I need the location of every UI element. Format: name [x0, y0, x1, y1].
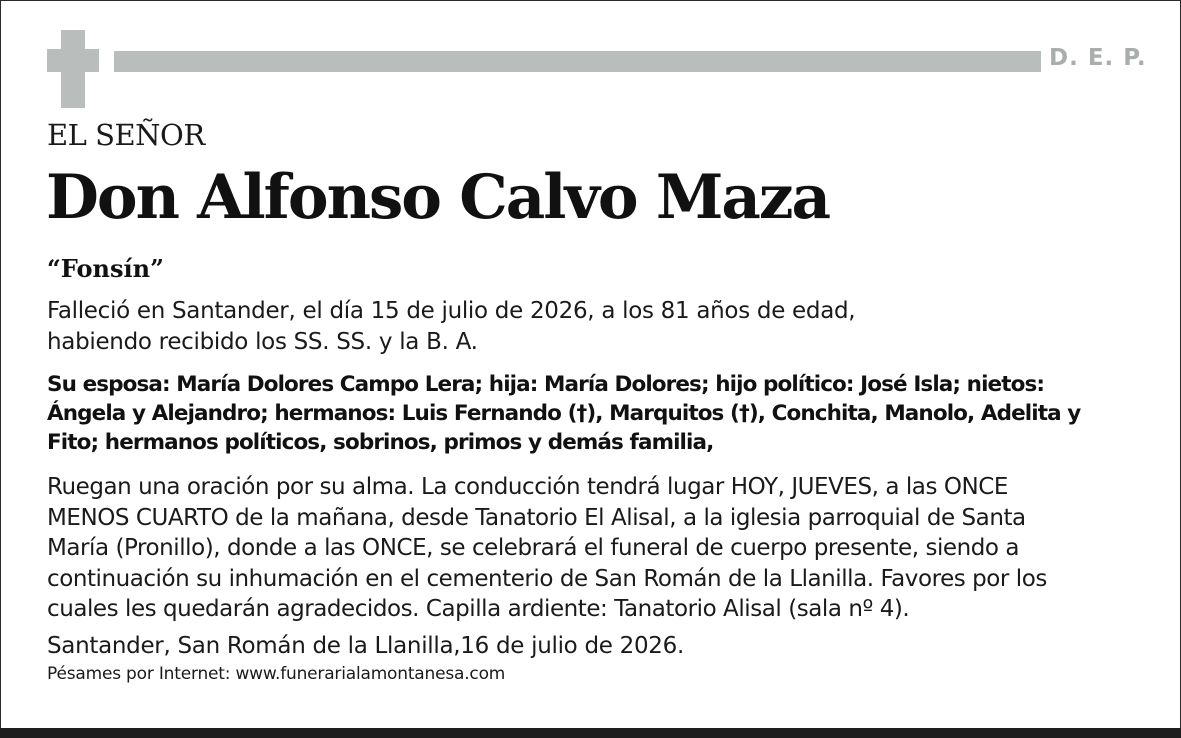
header-rule [114, 51, 1041, 72]
announcement-line: Falleció en Santander, el día 15 de julio de 2026, a los 81 años de edad, [47, 298, 856, 324]
service-line: continuación su inhumación en el cementerio de San Román de la Llanilla. Favores por los [47, 565, 1047, 592]
dep-label: D. E. P. [1049, 45, 1147, 71]
service-line: cuales les quedarán agradecidos. Capilla ardiente: Tanatorio Alisal (sala nº 4). [47, 596, 910, 622]
condolences-link[interactable]: Pésames por Internet: www.funerarialamontanesa.com [47, 664, 506, 684]
announcement-line: habiendo recibido los SS. SS. y la B. A. [47, 329, 478, 355]
latin-cross-icon [47, 30, 99, 108]
honorific: EL SEÑOR [47, 118, 205, 152]
service-line: Ruegan una oración por su alma. La conducción tendrá lugar HOY, JUEVES, a las ONCE [47, 474, 1008, 500]
service-line: María (Pronillo), donde a las ONCE, se celebrará el funeral de cuerpo presente, siendo a [47, 535, 1020, 561]
nickname: “Fonsín” [47, 254, 164, 283]
death-announcement [47, 296, 1147, 358]
deceased-name: Don Alfonso Calvo Maza [46, 162, 830, 233]
service-details [47, 472, 1147, 625]
family-list [47, 370, 1147, 457]
place-date: Santander, San Román de la Llanilla,16 de julio de 2026. [47, 633, 684, 659]
service-line: MENOS CUARTO de la mañana, desde Tanatorio El Alisal, a la iglesia parroquial de Santa [47, 504, 1026, 531]
bottom-bar [0, 728, 1181, 738]
family-line: Fito; hermanos políticos, sobrinos, primos y demás familia, [47, 430, 714, 455]
family-line: Su esposa: María Dolores Campo Lera; hija: María Dolores; hijo político: José Isla; nietos: [47, 372, 1045, 397]
family-line: Ángela y Alejandro; hermanos: Luis Fernando (†), Marquitos (†), Conchita, Manolo, Adelita y [47, 401, 1081, 426]
